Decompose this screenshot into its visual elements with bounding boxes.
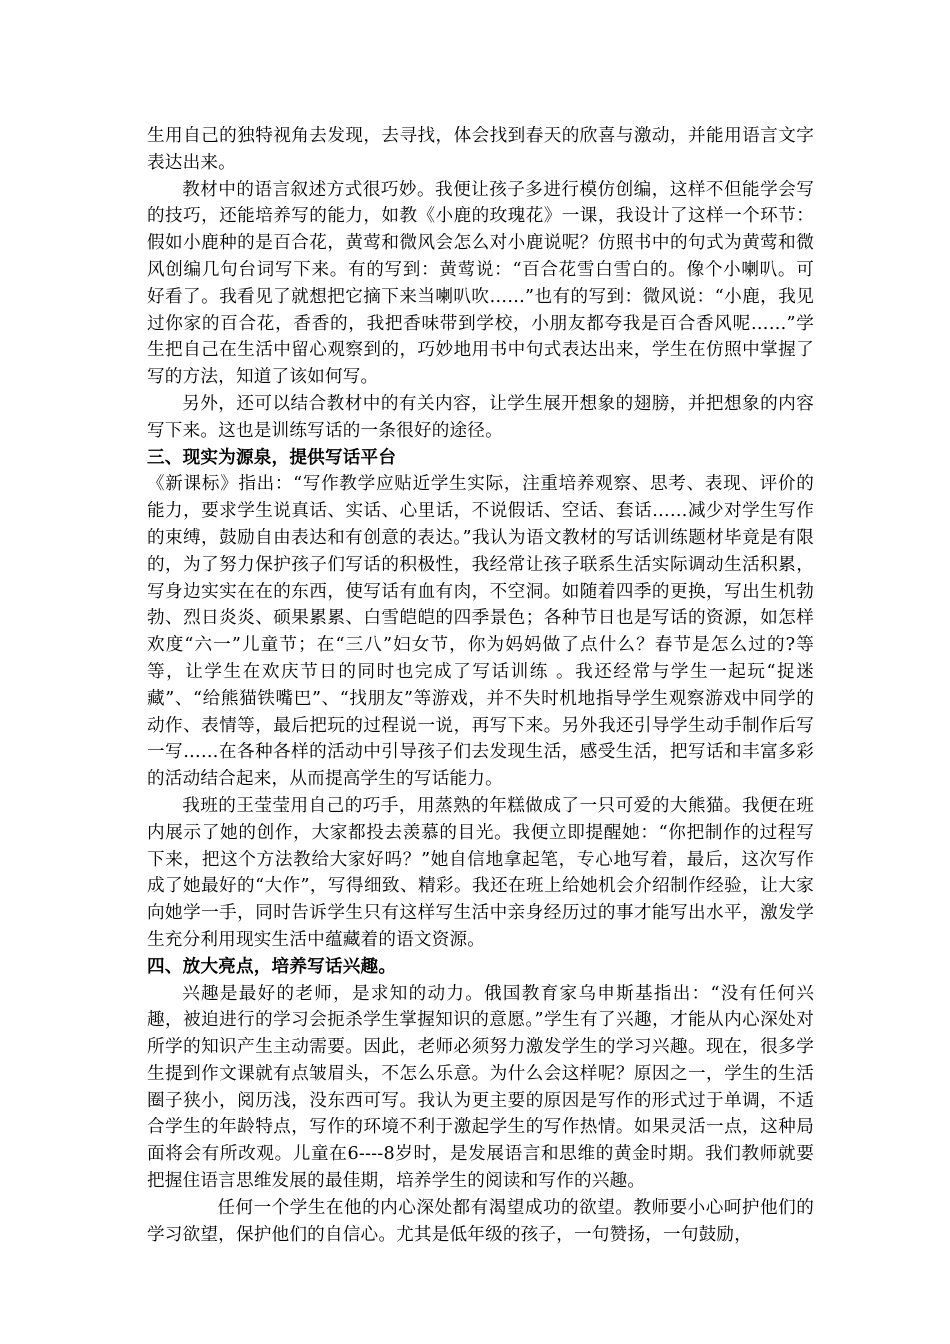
section-heading-3: 三、现实为源泉，提供写话平台 xyxy=(147,446,397,468)
section-heading-4: 四、放大亮点，培养写话兴趣。 xyxy=(147,955,397,977)
paragraph-success: 任何一个学生在他的内心深处都有渴望成功的欲望。教师要小心呵护他们的学习欲望，保护他们的自信心。尤其是低年级的孩子，一句赞扬，一句鼓励， xyxy=(147,1197,814,1245)
paragraph-curriculum: 《新课标》指出：“写作教学应贴近学生实际，注重培养观察、思考、表现、评价的能力，要求学生说真话、实话、心里话，不说假话、空话、套话……减少对学生写作的束缚，鼓励自由表达和有创意的表达。”我认为语文教材的写话训练题材毕竟是有限的，为了努力保护孩子们写话的积极性，我经常让孩子联系生活实际调动生活积累，写身边实实在在的东西，使写话有血有肉，不空洞。如随着四季的更换，写出生机勃勃、烈日炎炎、硕果累累、白雪皑皑的四季景色；各种节日也是写话的资源，如怎样欢度“六一”儿童节；在“三八”妇女节，你为妈妈做了点什么？春节是怎么过的?等等，让学生在欢庆节日的同时也完成了写话训练 。我还经常与学生一起玩“捉迷藏”、“给熊猫铁嘴巴”、“找朋友”等游戏，并不失时机地指导学生观察游戏中同学的动作、表情等，最后把玩的过程说一说，再写下来。另外我还引导学生动手制作后写一写……在各种各样的活动中引导孩子们去发现生活，感受生活，把写话和丰富多彩的活动结合起来，从而提高学生的写话能力。 xyxy=(147,474,814,790)
paragraph-imagination: 另外，还可以结合教材中的有关内容，让学生展开想象的翅膀，并把想象的内容写下来。这也是训练写话的一条很好的途径。 xyxy=(147,393,814,441)
paragraph-continued: 生用自己的独特视角去发现，去寻找，体会找到春天的欣喜与激动，并能用语言文字表达出来。 xyxy=(147,126,814,173)
paragraph-imitation: 教材中的语言叙述方式很巧妙。我便让孩子多进行模仿创编，这样不但能学会写的技巧，还能培养写的能力，如教《小鹿的玫瑰花》一课，我设计了这样一个环节：假如小鹿种的是百合花，黄莺和微风会怎么对小鹿说呢？仿照书中的句式为黄莺和微风创编几句台词写下来。有的写到：黄莺说：“百合花雪白雪白的。像个小喇叭。可好看了。我看见了就想把它摘下来当喇叭吹……”也有的写到：微风说：“小鹿，我见过你家的百合花，香香的，我把香味带到学校，小朋友都夸我是百合香风呢……”学生把自己在生活中留心观察到的，巧妙地用书中句式表达出来，学生在仿照中掌握了写的方法，知道了该如何写。 xyxy=(147,179,814,388)
document-body xyxy=(147,123,814,1248)
paragraph-interest: 兴趣是最好的老师，是求知的动力。俄国教育家乌申斯基指出：“没有任何兴趣，被迫进行的学习会扼杀学生掌握知识的意愿。”学生有了兴趣，才能从内心深处对所学的知识产生主动需要。因此，老师必须努力激发学生的学习兴趣。现在，很多学生提到作文课就有点皱眉头，不怎么乐意。为什么会这样呢？原因之一，学生的生活圈子狭小，阅历浅，没东西可写。我认为更主要的原因是写作的形式过于单调，不适合学生的年龄特点，写作的环境不利于激起学生的写作热情。如果灵活一点，这种局面将会有所改观。儿童在6----8岁时，是发展语言和思维的黄金时期。我们教师就要把握住语言思维发展的最佳期，培养学生的阅读和写作的兴趣。 xyxy=(147,983,814,1192)
paragraph-example-student: 我班的王莹莹用自己的巧手，用蒸熟的年糕做成了一只可爱的大熊猫。我便在班内展示了她的创作，大家都投去羡慕的目光。我便立即提醒她：“你把制作的过程写下来，把这个方法教给大家好吗？”她自信地拿起笔，专心地写着，最后，这次写作成了她最好的“大作”，写得细致、精彩。我还在班上给她机会介绍制作经验，让大家向她学一手，同时告诉学生只有这样写生活中亲身经历过的事才能写出水平，激发学生充分利用现实生活中蕴藏着的语文资源。 xyxy=(147,795,814,950)
